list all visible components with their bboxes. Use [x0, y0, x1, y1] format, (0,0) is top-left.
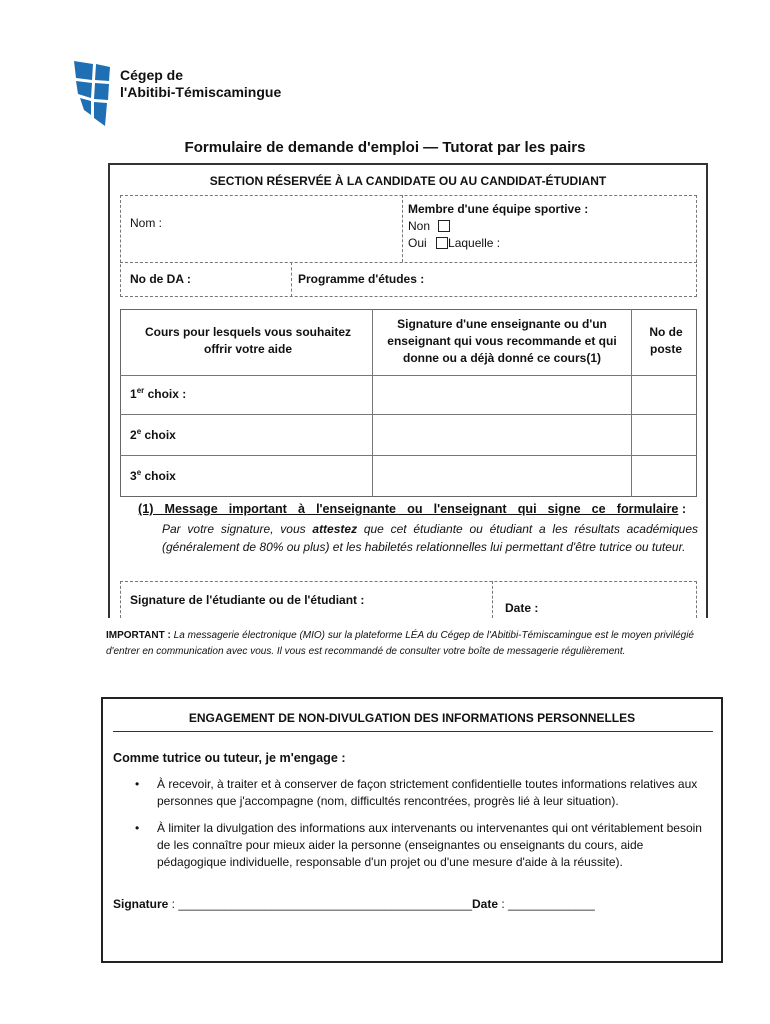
bullet-item: • À recevoir, à traiter et à conserver de façon strictement confidentielle toutes informations relatives aux personnes que j'accompagne (nom, difficultés rencontrées, progrès lié à leur situation). [135, 777, 698, 808]
logo [72, 58, 302, 128]
courses-header: Cours pour lesquels vous souhaitez offrir votre aide [144, 325, 352, 356]
logo-line-1: Cégep de [120, 67, 184, 83]
engagement-signature-label: Signature [113, 897, 169, 911]
non-option[interactable] [408, 219, 450, 233]
choice-1-label: 1er choix : [130, 386, 187, 401]
date-line[interactable]: _____________ [508, 897, 595, 911]
oui-checkbox[interactable] [436, 237, 448, 249]
bullet-item: • À limiter la divulgation des informations aux intervenants ou intervenantes qui ont véritablement besoin de les connaître pour mieux aider la personne (enseignantes ou enseignants du cours, aide pédagogique individuelle, responsable d'un projet ou d'une mesure d'aide à la réussite). [135, 821, 702, 869]
important-label: IMPORTANT : [106, 630, 171, 641]
post-number-header: No de poste [649, 325, 683, 356]
programme-label: Programme d'études : [298, 272, 425, 286]
college-logo-mark [72, 58, 112, 128]
engagement-intro: Comme tutrice ou tuteur, je m'engage : [113, 751, 346, 765]
non-checkbox[interactable] [438, 220, 450, 232]
teacher-note-heading-text: (1) Message important à l'enseignante ou l'enseignant qui signe ce formulaire [138, 502, 679, 516]
important-notice: IMPORTANT : La messagerie électronique (MIO) sur la plateforme LÉA du Cégep de l'Abitibi-Témiscamingue est le moyen privilégié d'entrer en communication avec vous. Il vous est recommandé de consulter votre boîte de messagerie régulièrement. [106, 630, 694, 657]
engagement-signature-row: Signature : ____________________________________________Date : _____________ [113, 897, 595, 911]
teacher-signature-header: Signature d'une enseignante ou d'un enseignant qui vous recommande et qui donne ou a déjà donné ce cours(1) [387, 317, 617, 365]
engagement-date-label: Date [472, 897, 499, 911]
bullet-dot: • [135, 777, 140, 791]
bullet-dot: • [135, 821, 140, 835]
oui-label: Oui [408, 236, 427, 250]
engagement-heading: ENGAGEMENT DE NON-DIVULGATION DES INFORMATIONS PERSONNELLES [188, 711, 636, 725]
membre-label: Membre d'une équipe sportive : [408, 202, 589, 216]
teacher-note-heading: (1) Message important à l'enseignante ou l'enseignant qui signe ce formulaire : [138, 502, 687, 516]
choice-3-label: 3e choix [130, 468, 176, 483]
oui-option[interactable] [408, 236, 500, 250]
engagement-bullets [113, 776, 713, 881]
logo-line-2: l'Abitibi-Témiscamingue [120, 84, 282, 100]
nom-label: Nom : [130, 216, 163, 230]
laquelle-label: Laquelle : [448, 236, 501, 250]
da-label: No de DA : [130, 272, 191, 286]
non-label: Non [408, 219, 431, 233]
student-signature-label: Signature de l'étudiante ou de l'étudiant : [130, 593, 365, 607]
candidate-section-heading: SECTION RÉSERVÉE À LA CANDIDATE OU AU CANDIDAT-ÉTUDIANT [209, 174, 607, 188]
student-date-label: Date : [505, 601, 539, 615]
choice-2-label: 2e choix [130, 427, 176, 442]
teacher-note-body: Par votre signature, vous attestez que cet étudiante ou étudiant a les résultats académiques (généralement de 80% ou plus) et les habiletés relationnelles lui permettant d'être tutrice ou tuteur. [162, 522, 698, 554]
page-title: Formulaire de demande d'emploi — Tutorat par les pairs [184, 139, 586, 156]
signature-line[interactable]: ____________________________________________ [178, 897, 473, 911]
